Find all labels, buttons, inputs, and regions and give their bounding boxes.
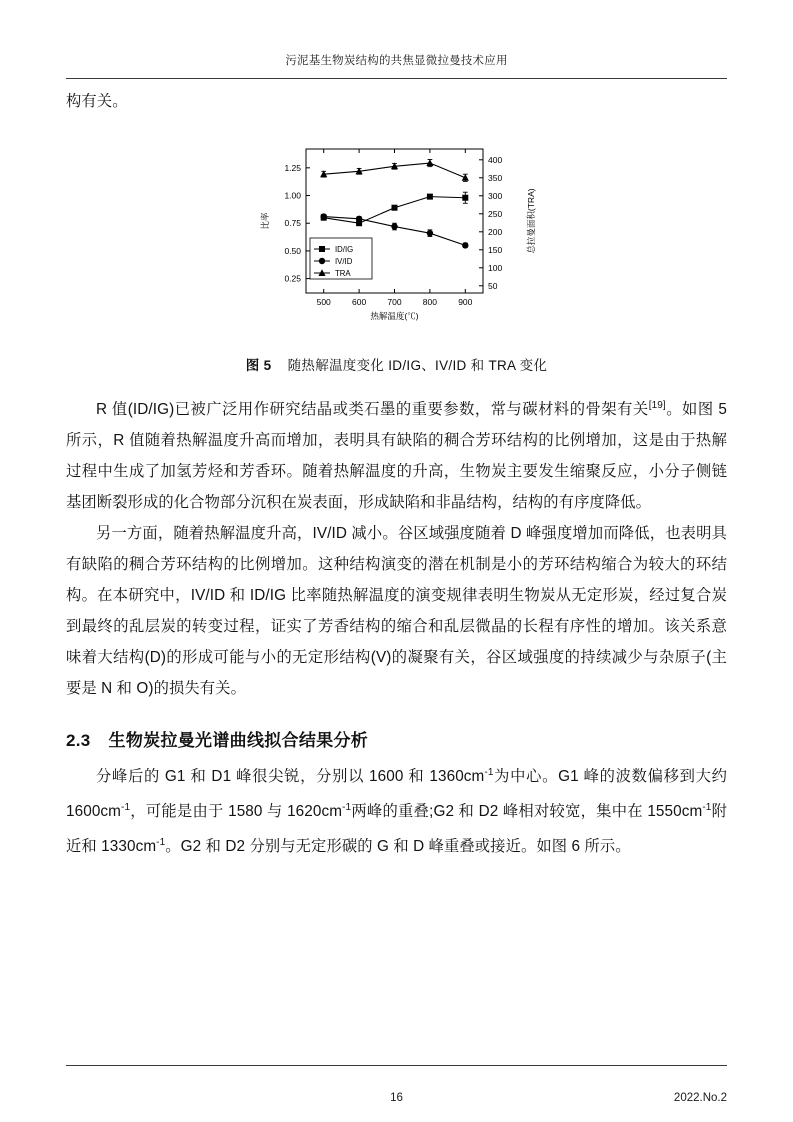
page-number: 16 [390, 1092, 403, 1104]
svg-text:250: 250 [488, 208, 503, 219]
superscript-2: -1 [121, 802, 131, 814]
issue-label: 2022.No.2 [673, 1092, 727, 1104]
page-content [66, 86, 727, 862]
paragraph-1-part-a: R 值(ID/IG)已被广泛用作研究结晶或类石墨的重要参数，常与碳材料的骨架有关 [96, 401, 649, 419]
figure-caption-text: 随热解温度变化 ID/IG、IV/ID 和 TRA 变化 [287, 358, 548, 373]
figure-5 [66, 135, 727, 374]
paragraph-3-part-b: 为中心。G1 峰的波数偏移到大约 1600cm [66, 768, 727, 821]
figure-caption [66, 354, 727, 374]
svg-text:150: 150 [488, 244, 503, 255]
paragraph-3-part-e: 附近和 1330cm [66, 803, 727, 856]
svg-text:0.50: 0.50 [284, 245, 301, 256]
svg-text:100: 100 [488, 262, 503, 273]
paragraph-3-part-a: 分峰后的 G1 和 D1 峰很尖锐，分别以 1600 和 1360cm [96, 768, 485, 786]
section-title: 生物炭拉曼光谱曲线拟合结果分析 [108, 731, 369, 751]
superscript-5: -1 [156, 837, 166, 849]
superscript-3: -1 [342, 802, 352, 814]
paragraph-2: 另一方面，随着热解温度升高，IV/ID 减小。谷区域强度随着 D 峰强度增加而降低，也表明具有缺陷的稠合芳环结构的比例增加。这种结构演变的潜在机制是小的芳环结构缩合为较大的环结构。在本研究中，IV/ID 和 ID/IG 比率随热解温度的演变规律表明生物炭从无定形炭，经过复合炭到最终的乱层炭的转变过程，证实了芳香结构的缩合和乱层微晶的长程有序性的增加。该关系意味着大结构(D)的形成可能与小的无定形结构(V)的凝聚有关，谷区域强度的持续减少与杂原子(主要是 N 和 O)的损失有关。 [66, 525, 727, 698]
svg-text:IV/ID: IV/ID [335, 257, 353, 266]
svg-text:50: 50 [488, 280, 498, 291]
paragraph-3 [66, 757, 727, 862]
svg-text:1.00: 1.00 [284, 190, 301, 201]
svg-text:800: 800 [422, 297, 437, 307]
continuation-line: 构有关。 [66, 93, 128, 110]
svg-text:0.75: 0.75 [284, 218, 301, 229]
svg-text:200: 200 [488, 226, 503, 237]
svg-text:700: 700 [387, 297, 402, 307]
svg-text:600: 600 [352, 297, 367, 307]
svg-text:ID/IG: ID/IG [335, 245, 354, 254]
svg-text:350: 350 [488, 172, 503, 183]
svg-text:总拉曼面积(TRA): 总拉曼面积(TRA) [526, 188, 536, 254]
paragraph-1-part-b: 。如图 5 所示，R 值随着热解温度升高而增加，表明具有缺陷的稠合芳环结构的比例增加，这是由于热解过程中生成了加氢芳烃和芳香环。随着热解温度的升高，生物炭主要发生缩聚反应，小分子侧链基团断裂形成的化合物部分沉积在炭表面，形成缺陷和非晶结构，结构的有序度降低。 [66, 401, 727, 512]
section-number: 2.3 [66, 731, 91, 751]
chart-canvas [250, 135, 543, 340]
running-header: 污泥基生物炭结构的共焦显微拉曼技术应用 [285, 55, 508, 67]
reference-marker-19: [19] [648, 400, 666, 411]
line-chart [250, 135, 543, 340]
svg-text:1.25: 1.25 [284, 162, 301, 173]
svg-text:比率: 比率 [260, 212, 270, 230]
svg-text:500: 500 [316, 297, 331, 307]
paragraph-1 [66, 390, 727, 518]
paragraph-3-part-d: 两峰的重叠;G2 和 D2 峰相对较宽，集中在 1550cm [351, 803, 703, 821]
svg-text:900: 900 [458, 297, 473, 307]
header-divider [66, 78, 727, 79]
svg-text:0.25: 0.25 [284, 273, 301, 284]
superscript-4: -1 [702, 802, 712, 814]
svg-text:热解温度(℃): 热解温度(℃) [370, 311, 419, 321]
svg-text:400: 400 [488, 154, 503, 165]
footer-divider [66, 1065, 727, 1066]
svg-text:TRA: TRA [335, 269, 351, 278]
paragraph-3-part-f: 。G2 和 D2 分别与无定形碳的 G 和 D 峰重叠或接近。如图 6 所示。 [165, 838, 631, 856]
superscript-1: -1 [484, 767, 494, 779]
svg-text:300: 300 [488, 190, 503, 201]
figure-caption-label: 图 5 [245, 358, 272, 373]
section-heading-2-3 [66, 726, 727, 751]
paragraph-3-part-c: ，可能是由于 1580 与 1620cm [130, 803, 343, 821]
